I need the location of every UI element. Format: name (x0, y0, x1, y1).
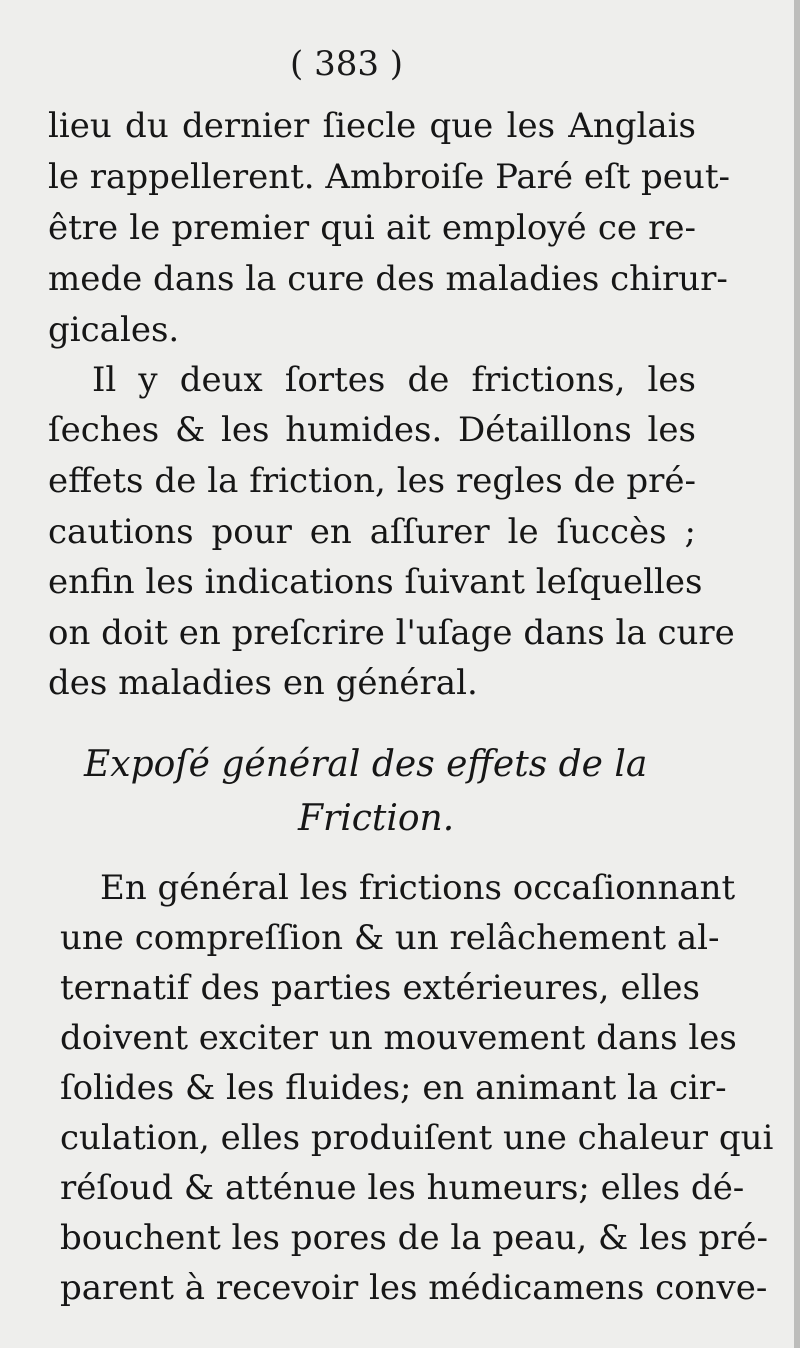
text-line: doivent exciter un mouvement dans les (60, 1018, 737, 1058)
text-line: ſolides & les fluides; en animant la cir- (60, 1068, 727, 1108)
text-line: être le premier qui ait employé ce re- (48, 208, 696, 248)
text-line: Il y deux ſortes de frictions, les (92, 360, 696, 400)
text-line: réſoud & atténue les humeurs; elles dé- (60, 1168, 745, 1208)
text-line: gicales. (48, 310, 180, 350)
text-line: mede dans la cure des maladies chirur- (48, 259, 728, 299)
text-line: lieu du dernier ſiecle que les Anglais (48, 106, 696, 146)
section-heading-line-1: Expoſé général des effets de la (84, 744, 648, 785)
text-line: le rappellerent. Ambroiſe Paré eſt peut- (48, 157, 730, 197)
text-line: En général les frictions occaſionnant (100, 868, 736, 908)
text-line: enfin les indications ſuivant leſquelles (48, 562, 703, 602)
text-line: culation, elles produiſent une chaleur qui (60, 1118, 774, 1158)
text-line: ternatif des parties extérieures, elles (60, 968, 700, 1008)
text-line: des maladies en général. (48, 663, 478, 703)
page-edge-shadow (794, 0, 800, 1348)
text-line: parent à recevoir les médicamens conve- (60, 1268, 768, 1308)
text-line: ſeches & les humides. Détaillons les (48, 410, 696, 450)
text-line: bouchent les pores de la peau, & les pré- (60, 1218, 768, 1258)
page-number: ( 383 ) (290, 44, 404, 84)
text-line: on doit en preſcrire l'uſage dans la cure (48, 613, 735, 653)
text-line: effets de la friction, les regles de pré- (48, 461, 696, 501)
section-heading-line-2: Friction. (298, 798, 455, 839)
text-line: cautions pour en aſſurer le ſuccès ; (48, 512, 696, 552)
text-line: une compreſſion & un relâchement al- (60, 918, 720, 958)
